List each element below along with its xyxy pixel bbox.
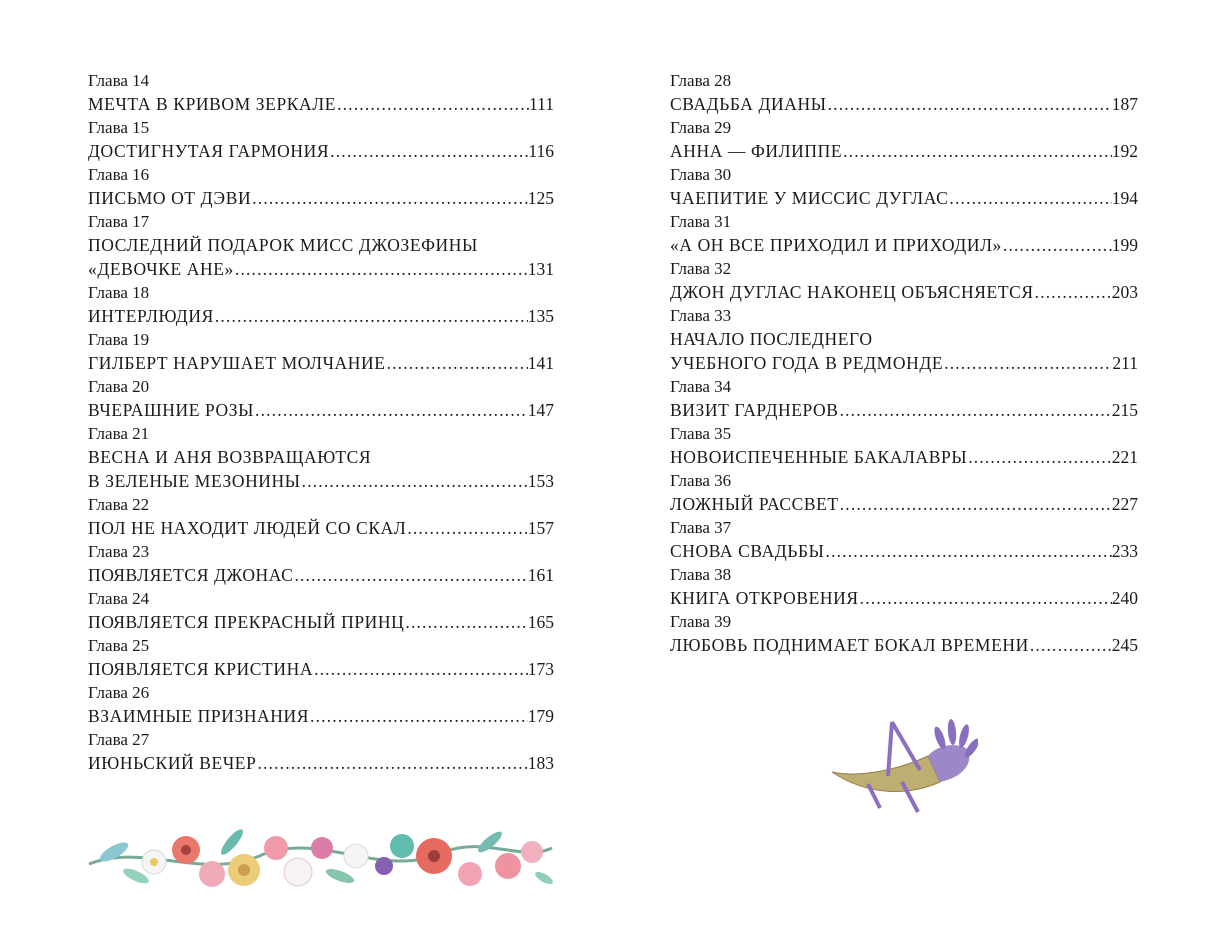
toc-line — [670, 539, 1138, 563]
toc-entry — [88, 729, 554, 775]
toc-line — [88, 657, 554, 681]
toc-line — [88, 704, 554, 728]
chapter-title: ДЖОН ДУГЛАС НАКОНЕЦ ОБЪЯСНЯЕТСЯ — [670, 282, 1034, 302]
dot-leader — [948, 186, 1111, 210]
dot-leader — [859, 586, 1112, 610]
chapter-number: Глава 25 — [88, 636, 150, 655]
dot-leader — [251, 186, 528, 210]
page-number: 203 — [1111, 282, 1138, 302]
toc-entry — [88, 635, 554, 681]
dot-leader — [386, 351, 528, 375]
page-number: 192 — [1111, 141, 1138, 161]
toc-entry — [88, 70, 554, 116]
page-number: 153 — [527, 471, 554, 491]
page-number: 131 — [527, 259, 554, 279]
toc-entry — [670, 564, 1138, 610]
toc-entry — [88, 376, 554, 422]
toc-entry — [670, 117, 1138, 163]
chapter-title: ПИСЬМО ОТ ДЭВИ — [88, 188, 252, 208]
chapter-title: ПОЯВЛЯЕТСЯ ПРЕКРАСНЫЙ ПРИНЦ — [88, 612, 405, 632]
dot-leader — [827, 92, 1112, 116]
chapter-number: Глава 24 — [88, 589, 150, 608]
chapter-number: Глава 30 — [670, 165, 732, 184]
chapter-number: Глава 19 — [88, 330, 150, 349]
toc-entry — [88, 682, 554, 728]
chapter-number: Глава 35 — [670, 424, 732, 443]
chapter-number: Глава 20 — [88, 377, 150, 396]
chapter-title-line: НАЧАЛО ПОСЛЕДНЕГО — [670, 329, 873, 349]
page-number: 135 — [527, 306, 554, 326]
toc-entry — [88, 282, 554, 328]
toc-line — [670, 351, 1138, 375]
toc-left-column — [88, 70, 554, 776]
page-number: 240 — [1111, 588, 1138, 608]
page-number: 147 — [527, 400, 554, 420]
page-number: 233 — [1111, 541, 1138, 561]
dot-leader — [254, 398, 528, 422]
page-number: 211 — [1112, 353, 1138, 373]
toc-line — [88, 610, 554, 634]
toc-entry — [670, 305, 1138, 375]
page-number: 227 — [1111, 494, 1138, 514]
chapter-number: Глава 38 — [670, 565, 732, 584]
page-number: 199 — [1111, 235, 1138, 255]
toc-entry — [88, 117, 554, 163]
chapter-title: УЧЕБНОГО ГОДА В РЕДМОНДЕ — [670, 353, 944, 373]
chapter-number: Глава 27 — [88, 730, 150, 749]
toc-entry — [670, 423, 1138, 469]
page-number: 165 — [527, 612, 554, 632]
chapter-number: Глава 34 — [670, 377, 732, 396]
chapter-title: СНОВА СВАДЬБЫ — [670, 541, 825, 561]
toc-entry — [88, 211, 554, 281]
page-number: 179 — [527, 706, 554, 726]
chapter-number: Глава 23 — [88, 542, 150, 561]
toc-entry — [670, 517, 1138, 563]
toc-line — [670, 92, 1138, 116]
toc-entry — [670, 376, 1138, 422]
toc-line — [88, 469, 554, 493]
toc-entry — [88, 541, 554, 587]
page-number: 183 — [527, 753, 554, 773]
chapter-title: ВЧЕРАШНИЕ РОЗЫ — [88, 400, 255, 420]
chapter-title: ГИЛБЕРТ НАРУШАЕТ МОЛЧАНИЕ — [88, 353, 386, 373]
toc-line — [670, 586, 1138, 610]
toc-line — [88, 351, 554, 375]
toc-line — [88, 186, 554, 210]
toc-line — [88, 139, 554, 163]
toc-line — [88, 563, 554, 587]
page-number: 125 — [527, 188, 554, 208]
toc-right-column — [670, 70, 1138, 658]
toc-entry — [88, 164, 554, 210]
toc-line — [88, 751, 554, 775]
toc-line — [670, 233, 1138, 257]
chapter-title: ВИЗИТ ГАРДНЕРОВ — [670, 400, 839, 420]
chapter-title: В ЗЕЛЕНЫЕ МЕЗОНИНЫ — [88, 471, 301, 491]
toc-line — [88, 92, 554, 116]
dot-leader — [313, 657, 528, 681]
chapter-title: ЧАЕПИТИЕ У МИССИС ДУГЛАС — [670, 188, 949, 208]
chapter-number: Глава 31 — [670, 212, 732, 231]
chapter-title: ИЮНЬСКИЙ ВЕЧЕР — [88, 753, 257, 773]
page-number: 245 — [1111, 635, 1138, 655]
toc-entry — [670, 258, 1138, 304]
chapter-title: АННА — ФИЛИППЕ — [670, 141, 843, 161]
chapter-title: «А ОН ВСЕ ПРИХОДИЛ И ПРИХОДИЛ» — [670, 235, 1002, 255]
toc-entry — [88, 494, 554, 540]
dot-leader — [406, 516, 527, 540]
dot-leader — [329, 139, 528, 163]
toc-entry — [88, 423, 554, 493]
page-number: 111 — [529, 94, 554, 114]
dot-leader — [967, 445, 1112, 469]
toc-line — [670, 186, 1138, 210]
dot-leader — [214, 304, 528, 328]
chapter-title: ДОСТИГНУТАЯ ГАРМОНИЯ — [88, 141, 330, 161]
toc-line — [670, 633, 1138, 657]
dot-leader — [404, 610, 527, 634]
chapter-title-line: ПОСЛЕДНИЙ ПОДАРОК МИСС ДЖОЗЕФИНЫ — [88, 235, 478, 255]
chapter-title: ЛЮБОВЬ ПОДНИМАЕТ БОКАЛ ВРЕМЕНИ — [670, 635, 1029, 655]
dot-leader — [1034, 280, 1112, 304]
chapter-title: ЛОЖНЫЙ РАССВЕТ — [670, 494, 839, 514]
toc-line — [88, 304, 554, 328]
page-number: 173 — [527, 659, 554, 679]
chapter-number: Глава 33 — [670, 306, 732, 325]
chapter-number: Глава 28 — [670, 71, 732, 90]
chapter-number: Глава 17 — [88, 212, 150, 231]
chapter-number: Глава 21 — [88, 424, 150, 443]
page-number: 141 — [527, 353, 554, 373]
toc-entry — [670, 211, 1138, 257]
chapter-title: ВЗАИМНЫЕ ПРИЗНАНИЯ — [88, 706, 310, 726]
toc-entry — [670, 164, 1138, 210]
toc-entry — [88, 329, 554, 375]
chapter-title: ИНТЕРЛЮДИЯ — [88, 306, 214, 326]
chapter-title: ПОЛ НЕ НАХОДИТ ЛЮДЕЙ СО СКАЛ — [88, 518, 407, 538]
lavender-horn-of-plenty-illustration — [828, 712, 978, 824]
page-number: 187 — [1111, 94, 1138, 114]
chapter-number: Глава 36 — [670, 471, 732, 490]
toc-line — [88, 398, 554, 422]
dot-leader — [1029, 633, 1112, 657]
dot-leader — [943, 351, 1112, 375]
floral-garland-illustration — [84, 812, 556, 902]
chapter-number: Глава 32 — [670, 259, 732, 278]
dot-leader — [293, 563, 527, 587]
dot-leader — [839, 398, 1112, 422]
dot-leader — [301, 469, 528, 493]
chapter-number: Глава 29 — [670, 118, 732, 137]
dot-leader — [336, 92, 529, 116]
chapter-number: Глава 22 — [88, 495, 150, 514]
page-number: 157 — [527, 518, 554, 538]
toc-line — [670, 139, 1138, 163]
chapter-number: Глава 15 — [88, 118, 150, 137]
toc-line — [670, 492, 1138, 516]
dot-leader — [1002, 233, 1112, 257]
chapter-title: СВАДЬБА ДИАНЫ — [670, 94, 827, 114]
page-number: 161 — [527, 565, 554, 585]
page-number: 116 — [528, 141, 554, 161]
page-number: 221 — [1111, 447, 1138, 467]
chapter-title: ПОЯВЛЯЕТСЯ ДЖОНАС — [88, 565, 294, 585]
dot-leader — [256, 751, 527, 775]
toc-line — [670, 398, 1138, 422]
page-number: 215 — [1111, 400, 1138, 420]
chapter-title: ПОЯВЛЯЕТСЯ КРИСТИНА — [88, 659, 314, 679]
chapter-number: Глава 37 — [670, 518, 732, 537]
chapter-title: МЕЧТА В КРИВОМ ЗЕРКАЛЕ — [88, 94, 337, 114]
chapter-title: «ДЕВОЧКЕ АНЕ» — [88, 259, 234, 279]
toc-line — [88, 257, 554, 281]
toc-line — [670, 445, 1138, 469]
chapter-number: Глава 14 — [88, 71, 150, 90]
chapter-title: КНИГА ОТКРОВЕНИЯ — [670, 588, 859, 608]
dot-leader — [309, 704, 528, 728]
dot-leader — [842, 139, 1112, 163]
toc-entry — [670, 611, 1138, 657]
chapter-number: Глава 39 — [670, 612, 732, 631]
chapter-title-line: ВЕСНА И АНЯ ВОЗВРАЩАЮТСЯ — [88, 447, 372, 467]
dot-leader — [825, 539, 1112, 563]
chapter-title: НОВОИСПЕЧЕННЫЕ БАКАЛАВРЫ — [670, 447, 968, 467]
toc-entry — [88, 588, 554, 634]
toc-entry — [670, 70, 1138, 116]
toc-entry — [670, 470, 1138, 516]
chapter-number: Глава 16 — [88, 165, 150, 184]
dot-leader — [234, 257, 528, 281]
toc-line — [88, 516, 554, 540]
chapter-number: Глава 18 — [88, 283, 150, 302]
toc-line — [670, 280, 1138, 304]
dot-leader — [839, 492, 1112, 516]
page-number: 194 — [1111, 188, 1138, 208]
chapter-number: Глава 26 — [88, 683, 150, 702]
